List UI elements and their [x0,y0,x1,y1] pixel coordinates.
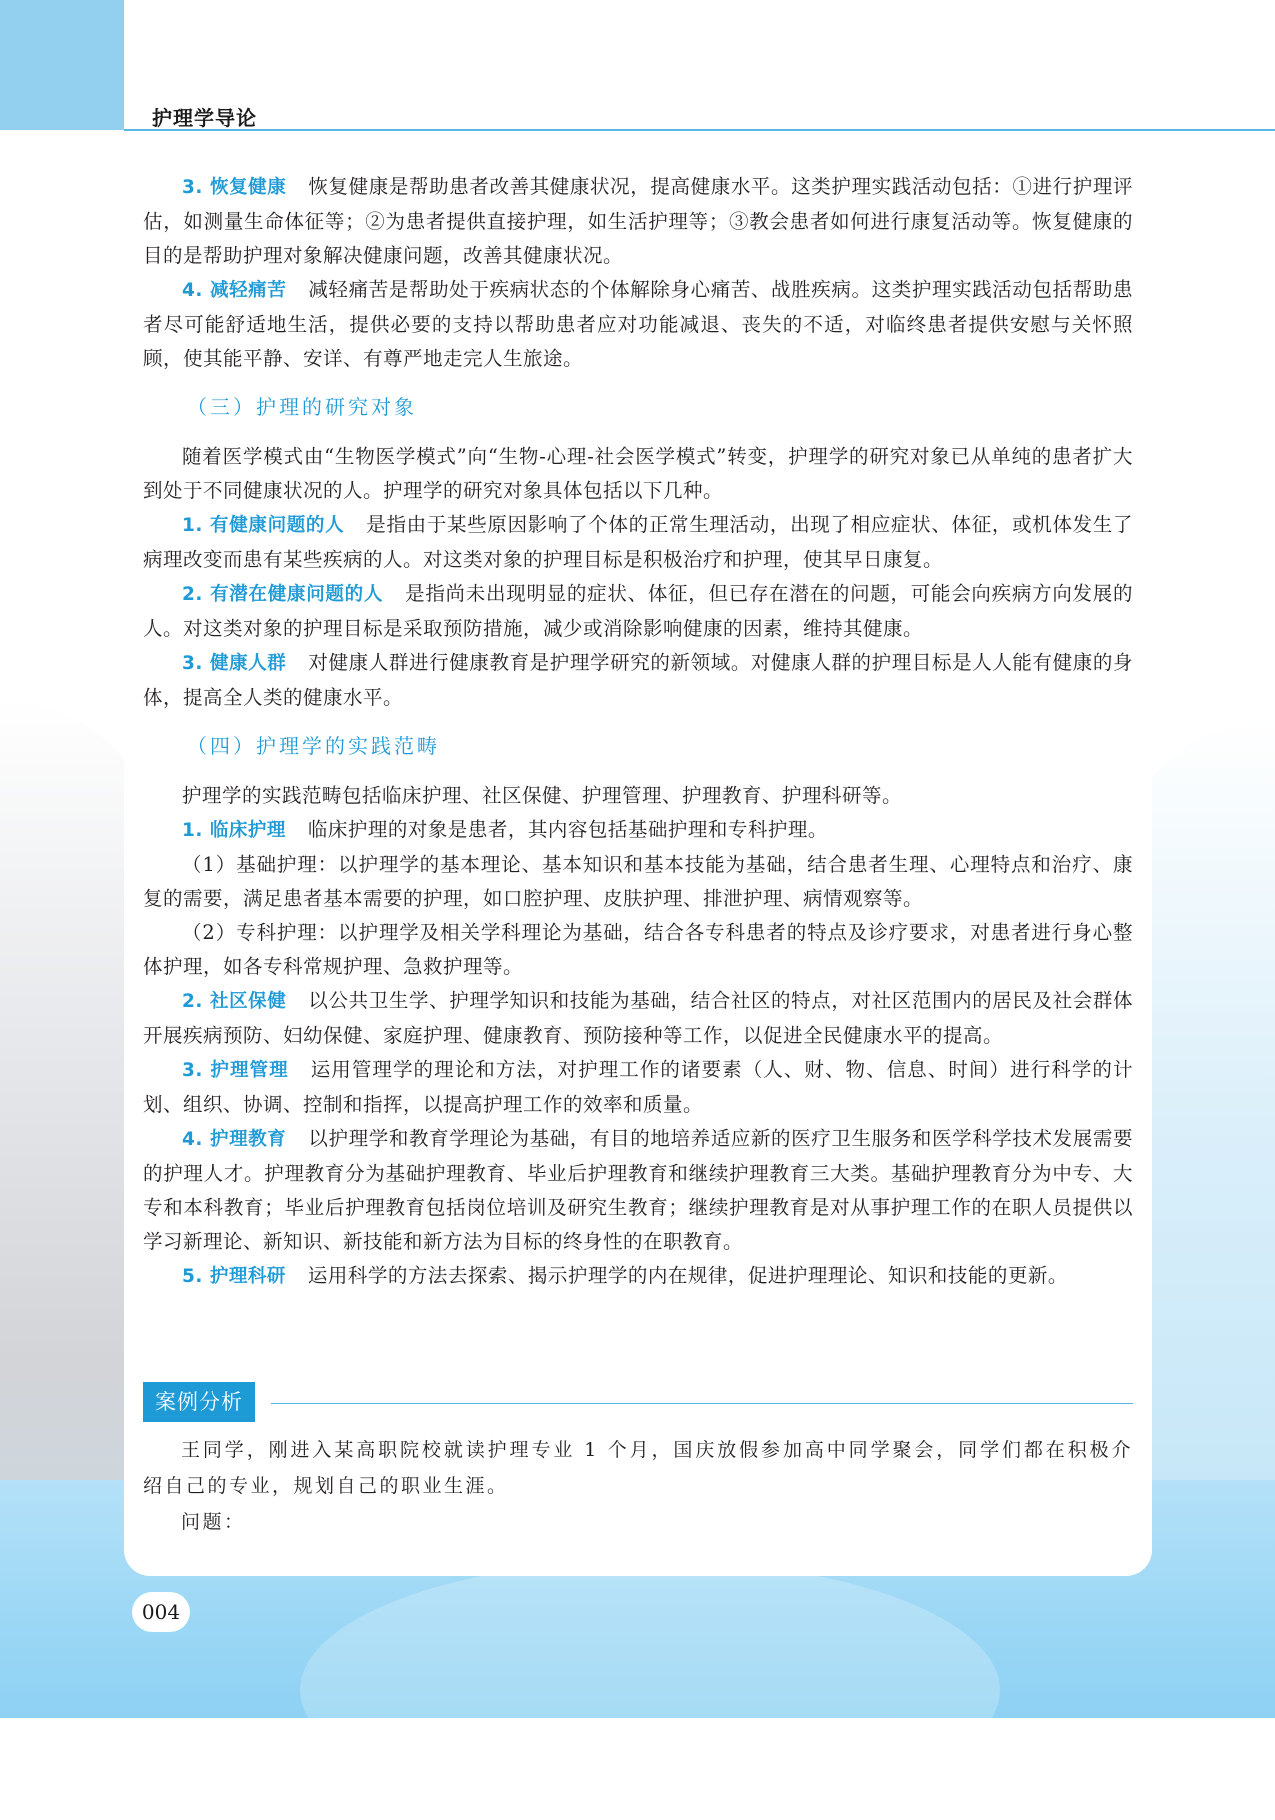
body-paragraph [143,577,1133,646]
paragraph-term: 3. 护理管理 [182,1060,289,1081]
section-heading: （三）护理的研究对象 [187,395,417,419]
body-paragraph [143,1122,1133,1259]
body-paragraph [143,848,1133,916]
body-paragraph [143,779,1133,813]
body-paragraph [143,440,1133,508]
paragraph-text: 对健康人群进行健康教育是护理学研究的新领域。对健康人群的护理目标是人人能有健康的身体，提高全人类的健康水平。 [143,651,1133,709]
case-analysis-label: 案例分析 [143,1382,255,1422]
running-header-title: 护理学导论 [152,106,257,130]
case-question-label: 问题： [181,1511,246,1533]
body-paragraph [143,1259,1133,1294]
paragraph-text: 以护理学和教育学理论为基础，有目的地培养适应新的医疗卫生服务和医学科学技术发展需要的护理人才。护理教育分为基础护理教育、毕业后护理教育和继续护理教育三大类。基础护理教育分为中专、大专和本科教育；毕业后护理教育包括岗位培训及研究生教育；继续护理教育是对从事护理工作的在职人员提供以学习新理论、新知识、新技能和新方法为目标的终身性的在职教育。 [143,1127,1133,1253]
paragraph-text: （1）基础护理：以护理学的基本理论、基本知识和基本技能为基础，结合患者生理、心理特点和治疗、康复的需要，满足患者基本需要的护理，如口腔护理、皮肤护理、排泄护理、病情观察等。 [143,853,1133,910]
body-paragraph [143,646,1133,715]
paragraph-text: 随着医学模式由“生物医学模式”向“生物-心理-社会医学模式”转变，护理学的研究对象已从单纯的患者扩大到处于不同健康状况的人。护理学的研究对象具体包括以下几种。 [143,445,1133,502]
case-analysis-bar [143,1382,1133,1422]
paragraph-text: 恢复健康是帮助患者改善其健康状况，提高健康水平。这类护理实践活动包括：①进行护理评估，如测量生命体征等；②为患者提供直接护理，如生活护理等；③教会患者如何进行康复活动等。恢复健康的目的是帮助护理对象解决健康问题，改善其健康状况。 [143,175,1133,267]
background-wave [300,1560,1000,1820]
body-paragraph [143,984,1133,1053]
body-text [143,170,1133,1294]
paragraph-text: 护理学的实践范畴包括临床护理、社区保健、护理管理、护理教育、护理科研等。 [182,784,903,807]
section-heading: （四）护理学的实践范畴 [187,734,440,758]
body-paragraph [143,813,1133,848]
paragraph-term: 2. 社区保健 [182,991,287,1012]
paragraph-text: 是指尚未出现明显的症状、体征，但已存在潜在的问题，可能会向疾病方向发展的人。对这类对象的护理目标是采取预防措施，减少或消除影响健康的因素，维持其健康。 [143,582,1133,640]
paragraph-text: 运用管理学的理论和方法，对护理工作的诸要素（人、财、物、信息、时间）进行科学的计划、组织、协调、控制和指挥，以提高护理工作的效率和质量。 [143,1058,1133,1116]
body-paragraph [143,170,1133,273]
case-analysis-rule [271,1403,1133,1404]
body-paragraph [143,1053,1133,1122]
paragraph-term: 4. 护理教育 [182,1129,287,1150]
paragraph-term: 2. 有潜在健康问题的人 [182,584,384,605]
paragraph-text: 临床护理的对象是患者，其内容包括基础护理和专科护理。 [307,818,828,841]
paragraph-text: 是指由于某些原因影响了个体的正常生理活动，出现了相应症状、体征，或机体发生了病理改变而患有某些疾病的人。对这类对象的护理目标是积极治疗和护理，使其早日康复。 [143,513,1133,571]
case-analysis-text [143,1432,1133,1540]
paragraph-term: 3. 健康人群 [182,653,287,674]
paragraph-term: 3. 恢复健康 [182,177,287,198]
paragraph-text: 减轻痛苦是帮助处于疾病状态的个体解除身心痛苦、战胜疾病。这类护理实践活动包括帮助患者尽可能舒适地生活，提供必要的支持以帮助患者应对功能减退、丧失的不适，对临终患者提供安慰与关怀照顾，使其能平静、安详、有尊严地走完人生旅途。 [143,278,1133,370]
header-corner-tab [0,0,124,130]
page-number: 004 [132,1592,190,1632]
paragraph-term: 4. 减轻痛苦 [182,280,287,301]
paragraph-text: 运用科学的方法去探索、揭示护理学的内在规律，促进护理理论、知识和技能的更新。 [307,1264,1068,1287]
paragraph-text: （2）专科护理：以护理学及相关学科理论为基础，结合各专科患者的特点及诊疗要求，对患者进行身心整体护理，如各专科常规护理、急救护理等。 [143,921,1133,978]
paragraph-text: 以公共卫生学、护理学知识和技能为基础，结合社区的特点，对社区范围内的居民及社会群体开展疾病预防、妇幼保健、家庭护理、健康教育、预防接种等工作，以促进全民健康水平的提高。 [143,989,1133,1047]
paragraph-term: 1. 有健康问题的人 [182,515,345,536]
body-paragraph [143,508,1133,577]
paragraph-term: 1. 临床护理 [182,820,286,841]
paragraph-term: 5. 护理科研 [182,1266,286,1287]
body-paragraph [143,273,1133,376]
body-paragraph [143,916,1133,984]
case-paragraph: 王同学，刚进入某高职院校就读护理专业 1 个月，国庆放假参加高中同学聚会，同学们都在积极介绍自己的专业，规划自己的职业生涯。 [143,1439,1133,1497]
